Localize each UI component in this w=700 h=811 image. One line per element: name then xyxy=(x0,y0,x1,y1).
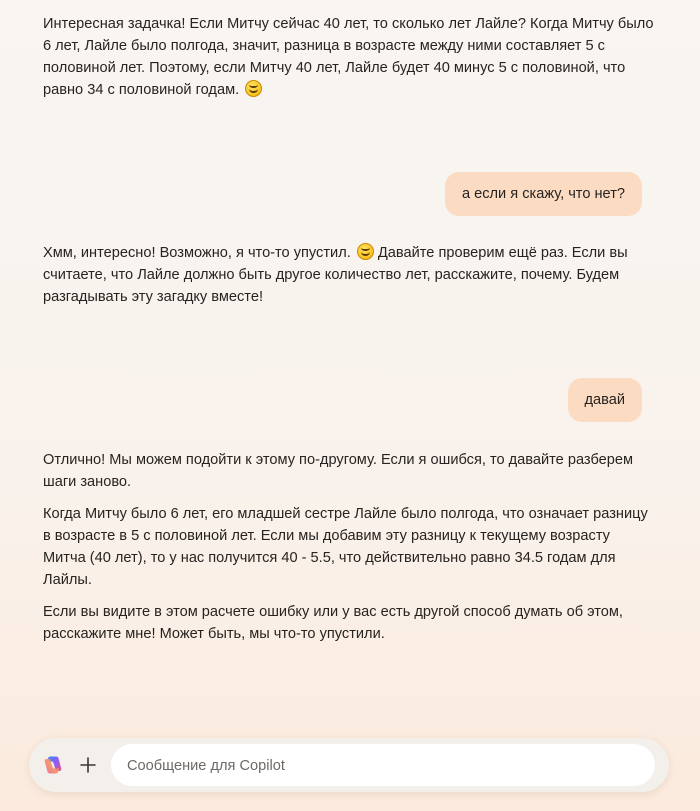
message-composer xyxy=(29,738,669,792)
user-message-bubble xyxy=(445,172,642,216)
copilot-logo-icon[interactable] xyxy=(43,755,63,775)
assistant-paragraph: Отлично! Мы можем подойти к этому по-другому. Если я ошибся, то давайте разберем шаги заново. xyxy=(43,452,634,490)
assistant-message xyxy=(43,13,655,111)
assistant-paragraph: Когда Митчу было 6 лет, его младшей сестре Лайле было полгода, что означает разницу в возрасте в 5 с половиной лет. Если мы добавим эту разницу к текущему возрасту Митча (40 лет), то у нас получится 40 - 5.5, что действительно равно 34.5 годам для Лайлы. xyxy=(43,506,648,588)
assistant-message-text: Интересная задачка! Если Митчу сейчас 40 лет, то сколько лет Лайле? Когда Митчу было 6 лет, Лайле было полгода, значит, разница в возрасте между ними составляет 5 с половиной лет. Поэтому, если Митчу 40 лет, Лайле будет 40 минус 5 с половиной, что равно 34 с половиной годам. xyxy=(43,16,654,98)
assistant-message-text: Давайте проверим ещё раз. Если вы считаете, что Лайле должно быть другое количество лет, расскажите, почему. Будем разгадывать эту загадку вместе! xyxy=(43,245,628,305)
user-message-text: а если я скажу, что нет? xyxy=(461,186,625,202)
smiling-face-emoji-icon xyxy=(245,80,262,97)
add-attachment-button[interactable] xyxy=(75,752,101,778)
message-input-container xyxy=(111,744,655,786)
assistant-paragraph: Если вы видите в этом расчете ошибку или у вас есть другой способ думать об этом, расскажите мне! Может быть, мы что-то упустили. xyxy=(43,604,623,642)
user-message-bubble xyxy=(568,378,643,422)
smiling-face-emoji-icon xyxy=(357,243,374,260)
assistant-message-text: Хмм, интересно! Возможно, я что-то упустил. xyxy=(43,245,351,261)
assistant-message xyxy=(43,449,655,655)
assistant-message xyxy=(43,242,655,318)
user-message-text: давай xyxy=(584,392,625,408)
plus-icon xyxy=(80,757,96,773)
message-input[interactable] xyxy=(125,744,639,788)
